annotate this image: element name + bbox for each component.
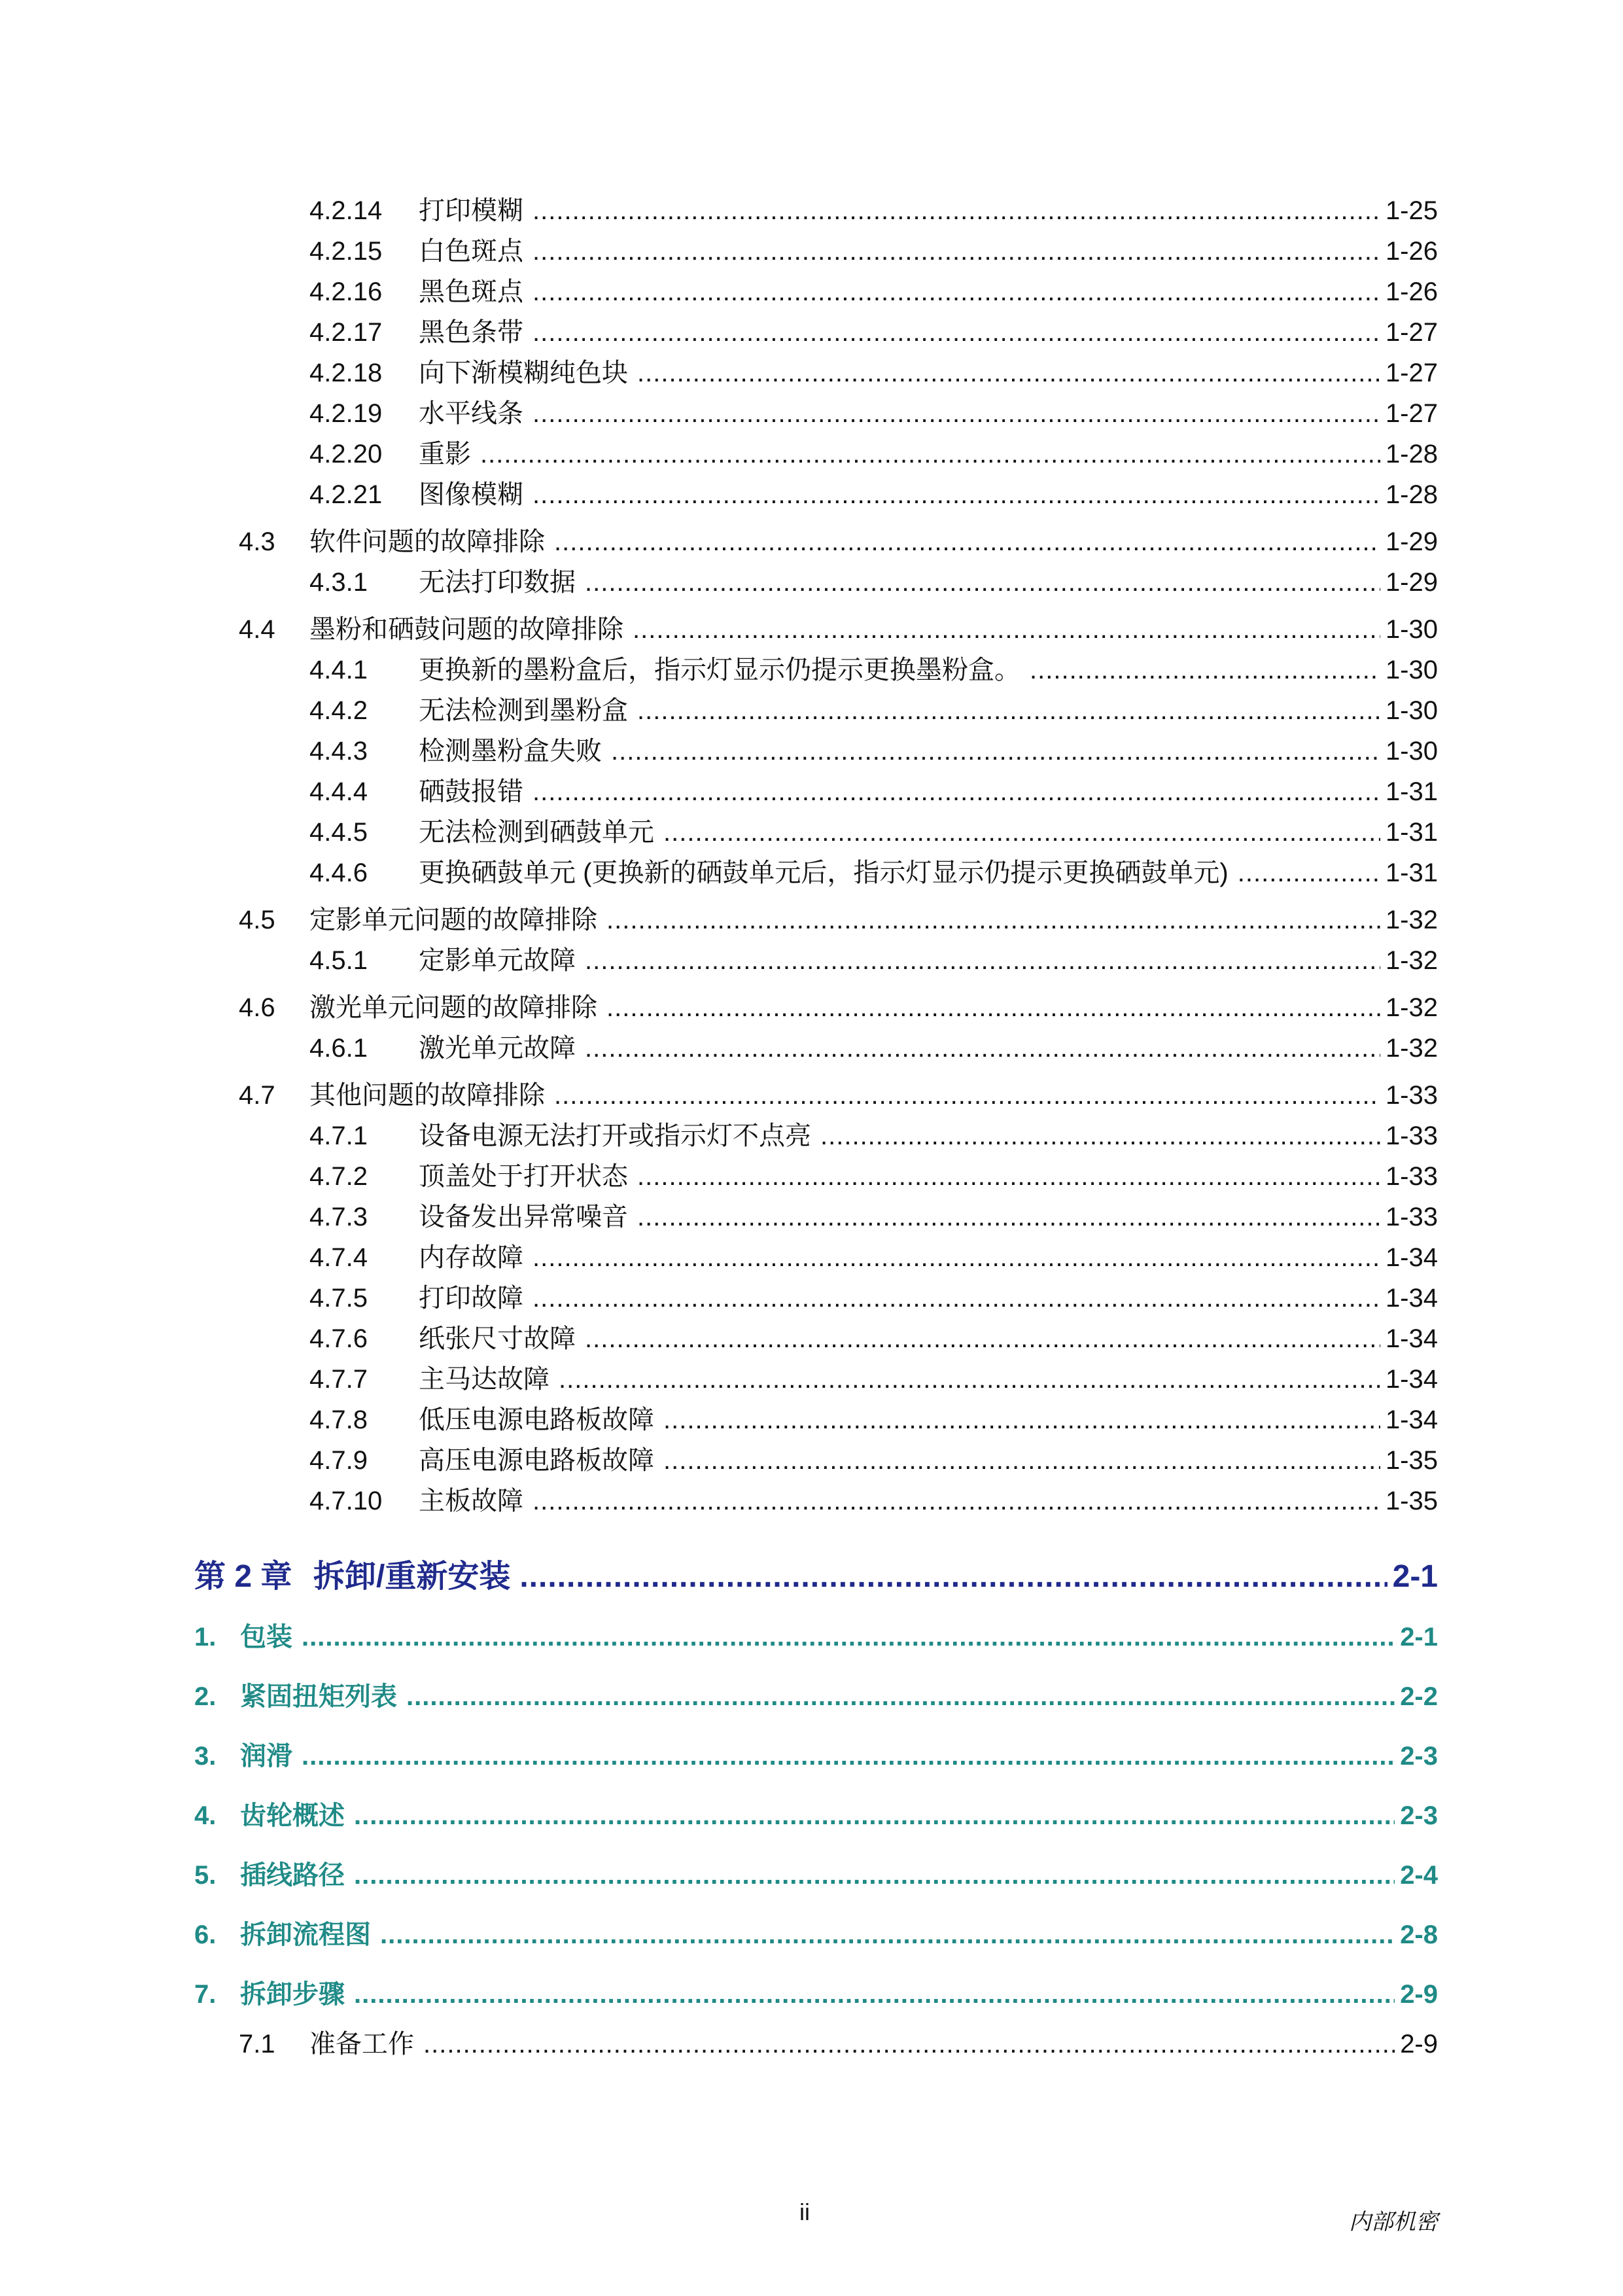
entry-page: 1-30 (1385, 656, 1438, 684)
section-title: 紧固扭矩列表 (240, 1682, 397, 1711)
dot-leader (637, 696, 1380, 726)
entry-page: 1-34 (1385, 1365, 1438, 1394)
entry-page: 1-29 (1385, 568, 1438, 597)
entry-page: 1-34 (1385, 1243, 1438, 1272)
section-number: 3. (194, 1742, 217, 1771)
entry-number: 4.2.18 (309, 359, 383, 387)
section-page: 2-1 (1400, 1623, 1438, 1651)
entry-page: 1-32 (1385, 946, 1438, 975)
section-title: 包装 (240, 1623, 292, 1651)
toc-entry[interactable] (309, 393, 1438, 429)
toc-section[interactable] (194, 1616, 1438, 1653)
toc-entry[interactable] (239, 609, 1438, 645)
dot-leader (606, 906, 1380, 935)
entry-page: 1-35 (1385, 1446, 1438, 1475)
section-page: 2-9 (1400, 1980, 1438, 2009)
toc-entry[interactable] (309, 1277, 1438, 1314)
toc-entry[interactable] (309, 1480, 1438, 1517)
dot-leader (820, 1122, 1380, 1151)
toc-entry[interactable] (309, 1027, 1438, 1064)
dot-leader (532, 777, 1380, 807)
toc-entry[interactable] (239, 1074, 1438, 1111)
entry-title: 更换硒鼓单元 (更换新的硒鼓单元后，指示灯显示仍提示更换硒鼓单元) (419, 858, 1229, 887)
chapter-number: 第 2 章 (194, 1559, 292, 1594)
entry-page: 1-34 (1385, 1324, 1438, 1353)
dot-leader (1030, 656, 1380, 685)
entry-title: 向下渐模糊纯色块 (419, 359, 628, 387)
section-number: 5. (194, 1861, 217, 1890)
entry-title: 定影单元问题的故障排除 (309, 906, 597, 934)
toc-entry[interactable] (309, 649, 1438, 686)
toc-entry[interactable] (309, 1399, 1438, 1436)
dot-leader (554, 527, 1380, 557)
entry-number: 4.7.4 (309, 1243, 368, 1272)
toc-entry[interactable] (239, 521, 1438, 557)
section-number: 7. (194, 1980, 217, 2009)
entry-title: 纸张尺寸故障 (419, 1324, 576, 1353)
section-page: 2-2 (1400, 1682, 1438, 1711)
toc-section[interactable] (194, 1676, 1438, 1712)
entry-title: 水平线条 (419, 399, 523, 428)
entry-page: 1-27 (1385, 359, 1438, 387)
toc-entry[interactable] (309, 1115, 1438, 1152)
entry-title: 激光单元故障 (419, 1034, 576, 1063)
entry-page: 1-32 (1385, 993, 1438, 1022)
entry-page: 1-27 (1385, 399, 1438, 428)
toc-section[interactable] (194, 1735, 1438, 1772)
dot-leader (302, 1623, 1395, 1652)
toc-entry[interactable] (309, 1237, 1438, 1273)
entry-page: 1-27 (1385, 318, 1438, 347)
entry-number: 4.7.9 (309, 1446, 368, 1475)
toc-entry[interactable] (239, 2023, 1438, 2060)
chapter-title: 拆卸/重新安装 (313, 1559, 511, 1594)
toc-entry[interactable] (309, 1318, 1438, 1354)
entry-title: 设备发出异常噪音 (419, 1203, 628, 1231)
dot-leader (1238, 858, 1380, 888)
toc-entry[interactable] (309, 730, 1438, 767)
entry-page: 1-31 (1385, 818, 1438, 847)
toc-entry[interactable] (309, 561, 1438, 598)
entry-number: 4.4 (239, 615, 275, 644)
entry-title: 重影 (419, 440, 471, 468)
toc-section[interactable] (194, 1854, 1438, 1891)
entry-title: 激光单元问题的故障排除 (309, 993, 597, 1022)
entry-page: 1-31 (1385, 777, 1438, 806)
entry-number: 4.7.6 (309, 1324, 368, 1353)
dot-leader (380, 1920, 1395, 1950)
dot-leader (532, 399, 1380, 429)
dot-leader (532, 237, 1380, 266)
entry-number: 4.5 (239, 906, 275, 934)
entry-page: 1-30 (1385, 615, 1438, 644)
entry-page: 1-26 (1385, 277, 1438, 306)
toc-entry[interactable] (309, 690, 1438, 726)
entry-title: 检测墨粉盒失败 (419, 737, 602, 766)
dot-leader (302, 1742, 1395, 1771)
section-number: 2. (194, 1682, 217, 1711)
dot-leader (663, 1446, 1380, 1475)
dot-leader (532, 277, 1380, 307)
entry-title: 准备工作 (309, 2030, 414, 2058)
dot-leader (532, 1284, 1380, 1313)
entry-title: 设备电源无法打开或指示灯不点亮 (419, 1122, 811, 1150)
entry-title: 主板故障 (419, 1487, 523, 1515)
entry-page: 1-26 (1385, 237, 1438, 266)
entry-number: 4.7.7 (309, 1365, 368, 1394)
entry-title: 定影单元故障 (419, 946, 576, 975)
dot-leader (559, 1365, 1380, 1394)
toc-entry[interactable] (309, 1196, 1438, 1233)
entry-title: 无法检测到墨粉盒 (419, 696, 628, 725)
entry-page: 1-32 (1385, 906, 1438, 934)
dot-leader (637, 359, 1380, 388)
entry-number: 4.2.14 (309, 196, 383, 225)
entry-title: 白色斑点 (419, 237, 523, 266)
dot-leader (585, 568, 1380, 597)
toc-entry[interactable] (309, 433, 1438, 470)
entry-number: 4.2.21 (309, 480, 383, 509)
entry-title: 无法检测到硒鼓单元 (419, 818, 654, 847)
toc-entry[interactable] (309, 940, 1438, 976)
dot-leader (532, 1243, 1380, 1273)
dot-leader (611, 737, 1380, 766)
toc-chapter-heading[interactable] (194, 1551, 1438, 1594)
entry-page: 1-32 (1385, 1034, 1438, 1063)
entry-page: 1-33 (1385, 1203, 1438, 1231)
dot-leader (354, 1861, 1395, 1890)
toc-entry[interactable] (309, 771, 1438, 807)
entry-page: 1-33 (1385, 1122, 1438, 1150)
entry-number: 4.7.2 (309, 1162, 368, 1191)
page-number: ii (799, 2199, 810, 2225)
entry-number: 4.7.5 (309, 1284, 368, 1313)
toc-entry[interactable] (309, 190, 1438, 226)
entry-title: 墨粉和硒鼓问题的故障排除 (309, 615, 623, 644)
entry-title: 黑色斑点 (419, 277, 523, 306)
entry-number: 4.2.16 (309, 277, 383, 306)
entry-page: 1-30 (1385, 737, 1438, 766)
toc-entry[interactable] (309, 474, 1438, 510)
entry-page: 1-33 (1385, 1081, 1438, 1110)
dot-leader (423, 2030, 1395, 2059)
entry-number: 4.6.1 (309, 1034, 368, 1063)
entry-number: 4.5.1 (309, 946, 368, 975)
toc-entry[interactable] (309, 352, 1438, 389)
toc-entry[interactable] (309, 852, 1438, 889)
dot-leader (585, 946, 1380, 976)
dot-leader (633, 615, 1380, 645)
entry-number: 4.3 (239, 527, 275, 556)
entry-page: 1-35 (1385, 1487, 1438, 1515)
entry-page: 2-9 (1400, 2030, 1438, 2058)
entry-page: 1-29 (1385, 527, 1438, 556)
dot-leader (637, 1162, 1380, 1192)
entry-title: 黑色条带 (419, 318, 523, 347)
toc-section[interactable] (194, 1973, 1438, 2010)
entry-number: 4.2.19 (309, 399, 383, 428)
dot-leader (532, 318, 1380, 347)
dot-leader (554, 1081, 1380, 1110)
entry-title: 更换新的墨粉盒后，指示灯显示仍提示更换墨粉盒。 (419, 656, 1021, 684)
dot-leader (637, 1203, 1380, 1232)
entry-number: 4.4.4 (309, 777, 368, 806)
section-number: 1. (194, 1623, 217, 1651)
entry-title: 图像模糊 (419, 480, 523, 509)
entry-number: 4.4.2 (309, 696, 368, 725)
entry-number: 4.3.1 (309, 568, 368, 597)
entry-title: 其他问题的故障排除 (309, 1081, 545, 1110)
entry-title: 软件问题的故障排除 (309, 527, 545, 556)
entry-number: 4.7.1 (309, 1122, 368, 1150)
entry-page: 1-30 (1385, 696, 1438, 725)
toc-entry[interactable] (309, 230, 1438, 267)
entry-page: 1-33 (1385, 1162, 1438, 1191)
toc-section[interactable] (194, 1795, 1438, 1831)
dot-leader (532, 480, 1380, 510)
entry-title: 高压电源电路板故障 (419, 1446, 654, 1475)
entry-number: 4.7 (239, 1081, 275, 1110)
entry-number: 4.4.6 (309, 858, 368, 887)
dot-leader (406, 1682, 1395, 1712)
entry-page: 1-25 (1385, 196, 1438, 225)
dot-leader (354, 1980, 1395, 2009)
toc-entry[interactable] (239, 987, 1438, 1023)
toc-entry[interactable] (309, 811, 1438, 848)
entry-page: 1-28 (1385, 440, 1438, 468)
dot-leader (532, 1487, 1380, 1516)
dot-leader (480, 440, 1380, 469)
section-title: 插线路径 (240, 1861, 345, 1890)
entry-title: 内存故障 (419, 1243, 523, 1272)
dot-leader (585, 1324, 1380, 1354)
entry-number: 4.7.8 (309, 1405, 368, 1434)
entry-number: 4.2.15 (309, 237, 383, 266)
section-title: 润滑 (240, 1742, 292, 1771)
confidential-label: 内部机密 (1349, 2210, 1438, 2234)
entry-title: 无法打印数据 (419, 568, 576, 597)
dot-leader (663, 818, 1380, 847)
dot-leader (585, 1034, 1380, 1063)
entry-title: 低压电源电路板故障 (419, 1405, 654, 1434)
toc-entry[interactable] (239, 899, 1438, 936)
entry-title: 打印故障 (419, 1284, 523, 1313)
entry-number: 4.2.20 (309, 440, 383, 468)
entry-title: 打印模糊 (419, 196, 523, 225)
entry-title: 主马达故障 (419, 1365, 550, 1394)
dot-leader (663, 1405, 1380, 1435)
entry-number: 7.1 (239, 2030, 275, 2058)
toc-entry[interactable] (309, 1439, 1438, 1476)
toc-entry[interactable] (309, 271, 1438, 308)
dot-leader (606, 993, 1380, 1023)
entry-number: 4.2.17 (309, 318, 383, 347)
entry-number: 4.7.3 (309, 1203, 368, 1231)
entry-number: 4.7.10 (309, 1487, 383, 1515)
chapter-page: 2-1 (1392, 1559, 1438, 1594)
toc-entry[interactable] (309, 1358, 1438, 1395)
entry-title: 硒鼓报错 (419, 777, 523, 806)
section-number: 4. (194, 1801, 217, 1830)
entry-page: 1-31 (1385, 858, 1438, 887)
section-page: 2-3 (1400, 1801, 1438, 1830)
toc-section[interactable] (194, 1914, 1438, 1951)
section-page: 2-8 (1400, 1920, 1438, 1949)
entry-number: 4.4.1 (309, 656, 368, 684)
entry-number: 4.4.3 (309, 737, 368, 766)
section-page: 2-4 (1400, 1861, 1438, 1890)
entry-page: 1-34 (1385, 1405, 1438, 1434)
section-title: 拆卸步骤 (240, 1980, 345, 2009)
dot-leader (532, 196, 1380, 226)
dot-leader (519, 1559, 1387, 1595)
section-number: 6. (194, 1920, 217, 1949)
toc-entry[interactable] (309, 1156, 1438, 1192)
dot-leader (354, 1801, 1395, 1831)
entry-page: 1-34 (1385, 1284, 1438, 1313)
section-title: 拆卸流程图 (240, 1920, 371, 1949)
section-page: 2-3 (1400, 1742, 1438, 1771)
entry-number: 4.4.5 (309, 818, 368, 847)
entry-number: 4.6 (239, 993, 275, 1022)
entry-title: 顶盖处于打开状态 (419, 1162, 628, 1191)
section-title: 齿轮概述 (240, 1801, 345, 1830)
toc-entry[interactable] (309, 311, 1438, 348)
entry-page: 1-28 (1385, 480, 1438, 509)
